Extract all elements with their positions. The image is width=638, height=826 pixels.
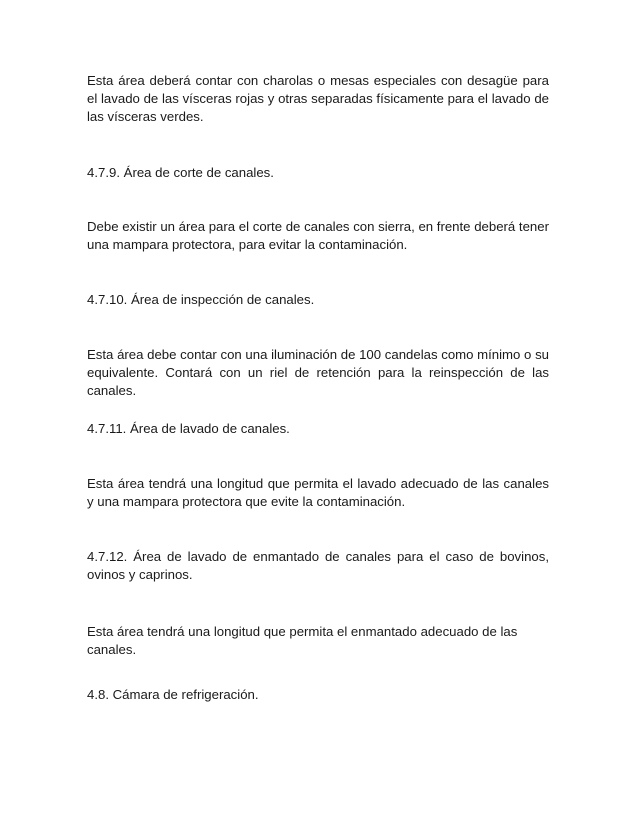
- paragraph-shrouding: Esta área tendrá una longitud que permita el enmantado adecuado de las canales.: [87, 624, 518, 657]
- section-heading-4-7-10: 4.7.10. Área de inspección de canales.: [87, 292, 315, 307]
- paragraph-carcass-cutting: Debe existir un área para el corte de canales con sierra, en frente deberá tener una mampara protectora, para evitar la contaminación.: [87, 219, 549, 252]
- section-heading-4-7-12: 4.7.12. Área de lavado de enmantado de canales para el caso de bovinos, ovinos y caprinos.: [87, 549, 549, 582]
- paragraph-visceras-washing: Esta área deberá contar con charolas o mesas especiales con desagüe para el lavado de las vísceras rojas y otras separadas físicamente para el lavado de las vísceras verdes.: [87, 73, 549, 124]
- paragraph-carcass-washing: Esta área tendrá una longitud que permita el lavado adecuado de las canales y una mampara protectora que evite la contaminación.: [87, 476, 549, 509]
- section-heading-4-8: 4.8. Cámara de refrigeración.: [87, 687, 259, 702]
- section-heading-4-7-11: 4.7.11. Área de lavado de canales.: [87, 421, 290, 436]
- paragraph-carcass-inspection: Esta área debe contar con una iluminación de 100 candelas como mínimo o su equivalente. Contará con un riel de retención para la reinspección de las canales.: [87, 347, 549, 398]
- section-heading-4-7-9: 4.7.9. Área de corte de canales.: [87, 165, 274, 180]
